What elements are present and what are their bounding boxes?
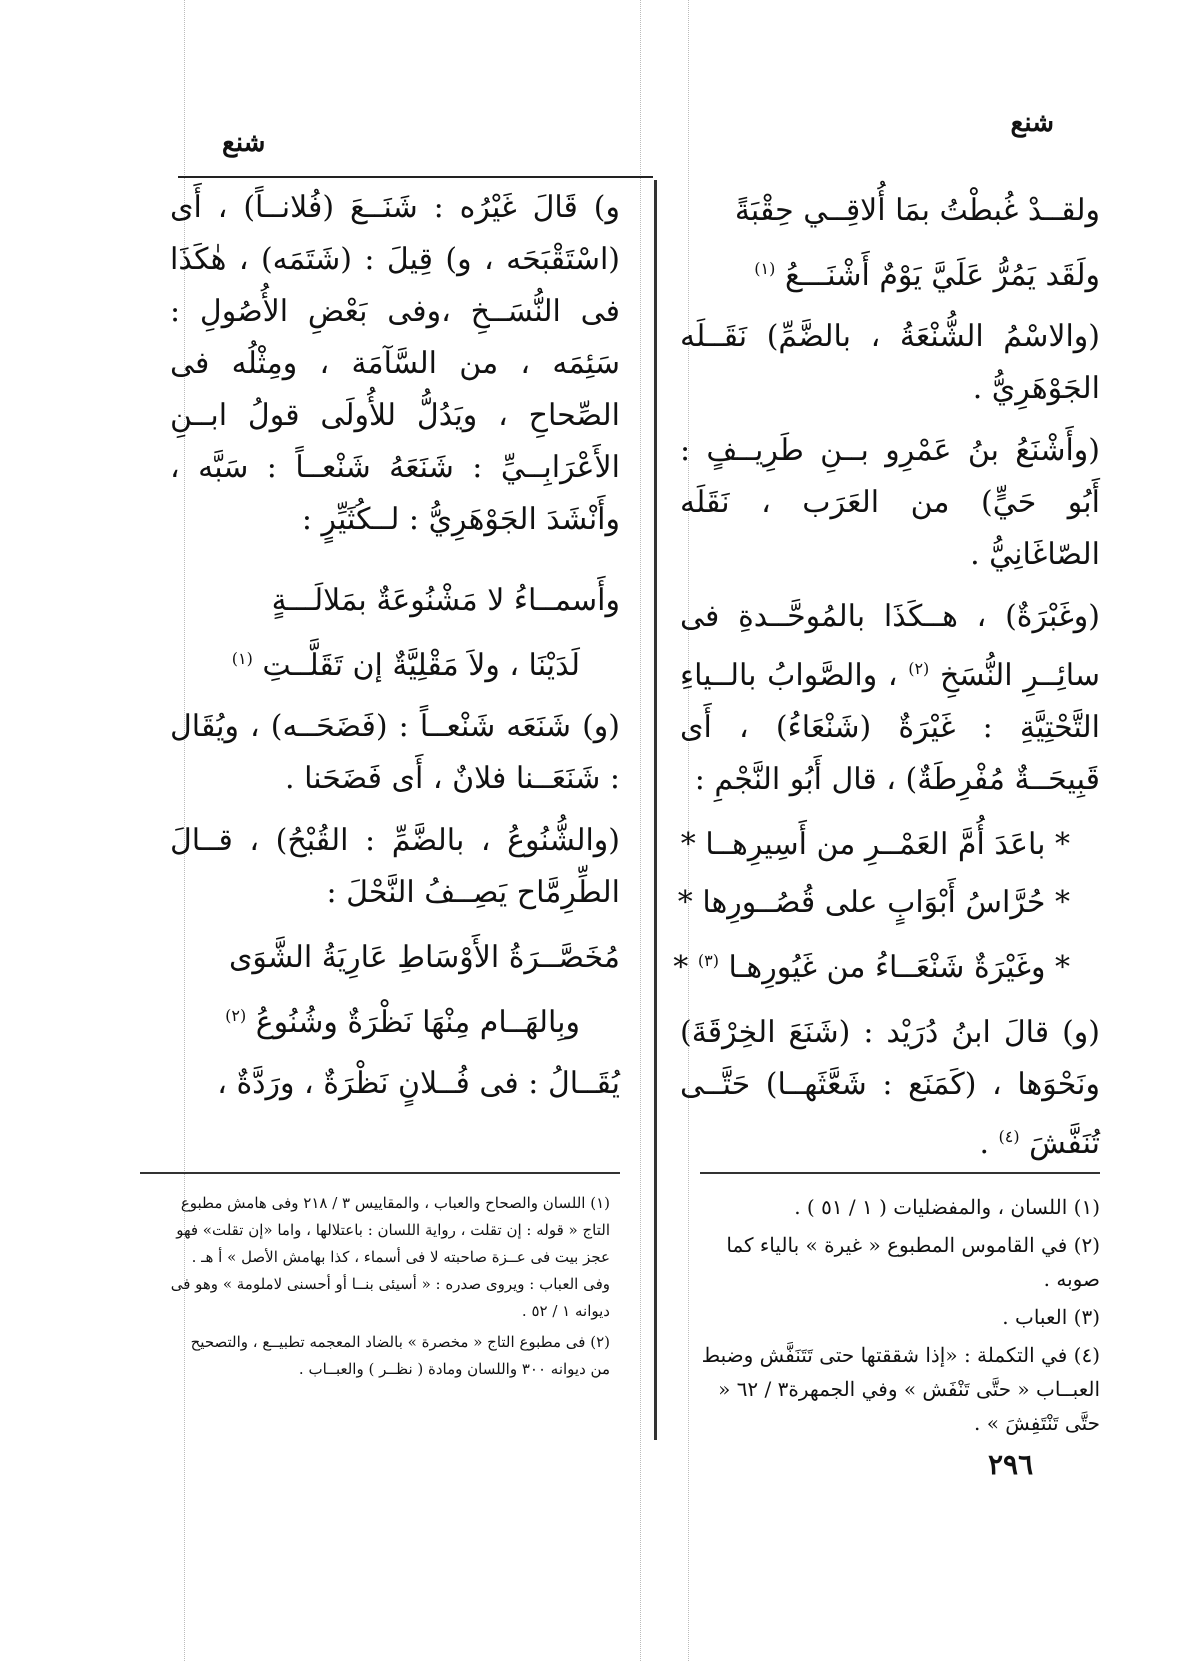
footnote-ref: (٣) (697, 951, 719, 970)
left-column (170, 182, 620, 1120)
rajaz-line: * باعَدَ أُمَّ العَمْــرِ من أَسِيرِهــا * (680, 827, 1070, 862)
footnote: (٢) فى مطبوع التاج « مخصرة » بالضاد المعجمه تطبيــع ، والتصحيح من ديوانه ٣٠٠ واللسان ومادة ( نظــر ) والعبــاب . (190, 1333, 610, 1378)
verse-line: ولَقَد يَمُرُّ عَلَيَّ يَوْمٌ أَشْنَـــعُ $^{(١)}$ (754, 258, 1100, 293)
right-column (673, 182, 1100, 1180)
rajaz-verse-block (673, 816, 1100, 997)
running-header-right: شنع (1010, 108, 1054, 138)
paragraph: (و) شَنَعَه شَنْعــاً : (فَضَحَــه) ، ويُقَال : شَنَعَــنا فلانٌ ، أَى فَضَحَنا . (170, 709, 620, 796)
column-divider (654, 180, 657, 1440)
verse-block (170, 929, 620, 1052)
footnote: (١) اللسان ، والمفضليات ( ١ / ٥١ ) . (794, 1195, 1100, 1219)
paragraph: (وغَبْرَةٌ) ، هــكَذَا بالمُوحَّــدةِ فى سائِــرِ النُّسَخِ $^{(٢)}$ ، والصَّوابُ بالــياءِ التَّحْتِيَّةِ : غَيْرَةٌ (شَنْعَاءُ) ، أَى قَبِيحَــةٌ مُفْرِطَةٌ) ، قال أَبُو النَّجْمِ : (680, 599, 1100, 797)
paragraph: (والشُّنُوعُ ، بالضَّمِّ : القُبْحُ) ، قــالَ الطِّرِمَّاح يَصِــفُ النَّحْلَ : (170, 823, 620, 910)
verse-line: وبِالهَــام مِنْهَا نَظْرَةٌ وشُنُوعُ $^{(٢)}$ (225, 1005, 580, 1040)
footnotes-left (170, 1190, 610, 1387)
footnote-ref: (٤) (998, 1127, 1020, 1146)
footnote-ref: (١) (231, 649, 253, 668)
footnote-ref: (٢) (225, 1006, 247, 1025)
footnote-rule (700, 1172, 1100, 1174)
footnote: (٣) العباب . (1002, 1305, 1100, 1329)
paragraph: يُقَــالُ : فى فُــلانٍ نَظْرَةٌ ، ورَدَّةٌ ، (217, 1066, 620, 1101)
footnote: (٤) في التكملة : «إذا شققتها حتى تَتَنَفَّش وضبط العبــاب « حتَّى تَنْفَش » وفي الجمهرة٣ / ٦٢ « حتَّى تَنْتَفِشَ » . (701, 1343, 1100, 1435)
page-number: ٢٩٦ (988, 1448, 1034, 1481)
rajaz-line: * حُرَّاسُ أَبْوَابٍ على قُصُــورِها * (677, 885, 1070, 920)
footnote-ref: (١) (754, 259, 776, 278)
verse-line: مُخَصَّــرَةُ الأَوْسَاطِ عَارِيَةُ الشَّوَى (228, 940, 620, 975)
footnote: (١) اللسان والصحاح والعباب ، والمقاييس ٣ / ٢١٨ وفى هامش مطبوع التاج « قوله : إن تقلت ، رواية اللسان : باعتلالها ، واما «إن تقلت» فهو عجز بيت فى عــزة صاحبته لا فى أسماء ، كذا بهامش الأصل » أ هـ . وفى العباب : ويروى صدره : « أسيئى بنــا أو أحسنى لاملومة » وهو فى ديوانه ١ / ٥٢ . (170, 1194, 610, 1320)
paragraph: و) قَالَ غَيْرُه : شَنَــعَ (فُلانــاً) ، أَى (اسْتَقْبَحَه ، و) قِيلَ : (شَتَمَه) ، هٰكَذَا فى النُّسَــخِ ،وفى بَعْضِ الأُصُولِ : سَئِمَه ، من السَّآمَة ، ومِثْلُه فى الصِّحاحِ ، ويَدُلُّ للأُولَى قولُ ابــنِ الأَعْرَابِــيِّ : شَنَعَهُ شَنْعــاً : سَبَّه ، وأَنْشَدَ الجَوْهَرِيُّ : لــكُثَيِّرٍ : (170, 190, 620, 537)
running-header-left: شنع (222, 128, 266, 158)
scan-guide-line (640, 0, 641, 1661)
paragraph: (والاسْمُ الشُّنْعَةُ ، بالضَّمِّ) نَقَــلَه الجَوْهَرِيُّ . (680, 319, 1100, 406)
footnotes-right (680, 1190, 1100, 1444)
header-rule (178, 176, 653, 178)
verse-block (170, 572, 620, 695)
paragraph: (وأَشْنَعُ بنُ عَمْرِو بــنِ طَرِيــفٍ : أَبُو حَيٍّ) من العَرَب ، نَقَلَه الصّاغَانِيُّ . (680, 433, 1100, 572)
verse-line: لَدَيْنَا ، ولاَ مَقْلِيَّةٌ إن تَقَلَّــتِ $^{(١)}$ (231, 648, 580, 683)
footnote: (٢) في القاموس المطبوع « غيرة » بالياء كما صوبه . (726, 1233, 1100, 1291)
rajaz-line: * وغَيْرَةٌ شَنْعَــاءُ من غَيُورِهـا $^{(٣)}$ * (673, 950, 1070, 985)
footnote-ref: (٢) (908, 659, 930, 678)
paragraph: (و) قالَ ابنُ دُرَيْد : (شَنَعَ الخِرْقَةَ) ونَحْوَها ، (كَمَنَع : شَعَّثَهــا) حَتَّــى تُنَفَّشَ $^{(٤)}$ . (680, 1015, 1100, 1161)
verse-line: وأَسمــاءُ لا مَشْنُوعَةٌ بمَلالَـــةٍ (271, 583, 620, 618)
verse-block (680, 182, 1100, 305)
footnote-rule (140, 1172, 620, 1174)
verse-line: ولقــدْ غُبطْتُ بمَا أُلاقِــي حِقْبَةً (734, 193, 1100, 228)
